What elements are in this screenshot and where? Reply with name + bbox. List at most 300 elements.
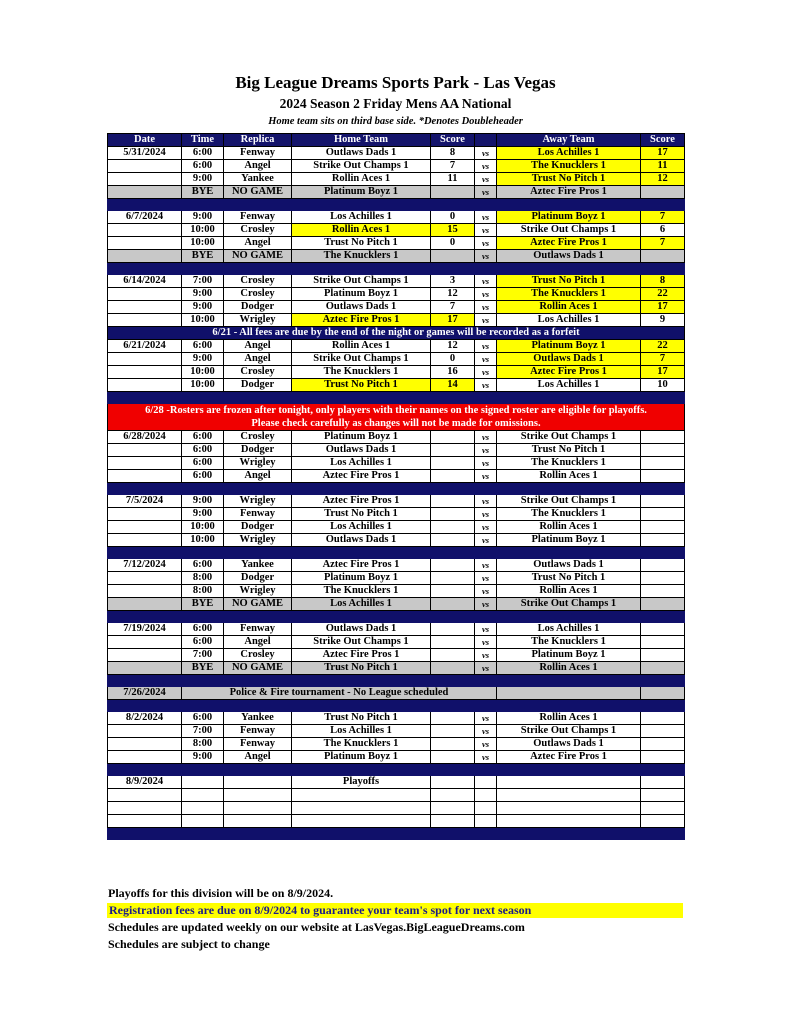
table-row	[108, 275, 685, 288]
playoffs-hs	[431, 776, 475, 789]
vs-label: vs	[475, 160, 497, 173]
game-time: 8:00	[182, 585, 224, 598]
home-score	[431, 495, 475, 508]
game-time: 10:00	[182, 314, 224, 327]
game-time: 6:00	[182, 444, 224, 457]
bye-date	[108, 186, 182, 199]
home-score	[431, 521, 475, 534]
bye-date	[108, 662, 182, 675]
home-team: Platinum Boyz 1	[292, 288, 431, 301]
no-league-score	[641, 687, 685, 700]
table-row	[108, 353, 685, 366]
game-time: 9:00	[182, 751, 224, 764]
empty-cell	[182, 789, 224, 802]
game-time: 6:00	[182, 431, 224, 444]
home-score: 0	[431, 211, 475, 224]
away-team: Strike Out Champs 1	[497, 224, 641, 237]
subject-to-change-note: Schedules are subject to change	[108, 937, 270, 951]
table-row	[108, 521, 685, 534]
home-team: Outlaws Dads 1	[292, 534, 431, 547]
game-field: Angel	[224, 160, 292, 173]
game-time: 10:00	[182, 379, 224, 392]
empty-cell	[108, 802, 182, 815]
roster-notice-line1: 6/28 -Rosters are frozen after tonight, only players with their names on the signed roster are eligible for playoffs.	[145, 405, 647, 416]
game-field: Angel	[224, 470, 292, 483]
home-score	[431, 431, 475, 444]
away-team: The Knucklers 1	[497, 636, 641, 649]
game-field: Dodger	[224, 301, 292, 314]
empty-cell	[497, 815, 641, 828]
home-team: The Knucklers 1	[292, 738, 431, 751]
home-score: 17	[431, 314, 475, 327]
website-note: Schedules are updated weekly on our website at LasVegas.BigLeagueDreams.com	[108, 920, 525, 934]
home-team: The Knucklers 1	[292, 366, 431, 379]
bye-home-team: The Knucklers 1	[292, 250, 431, 263]
empty-cell	[641, 789, 685, 802]
bye-home-team: Trust No Pitch 1	[292, 662, 431, 675]
home-score: 7	[431, 301, 475, 314]
game-date	[108, 470, 182, 483]
home-score: 12	[431, 340, 475, 353]
col-header-date: Date	[108, 134, 182, 147]
col-header-home-score: Score	[431, 134, 475, 147]
col-header-vs	[475, 134, 497, 147]
vs-label: vs	[475, 211, 497, 224]
home-team: Outlaws Dads 1	[292, 623, 431, 636]
game-field: Dodger	[224, 521, 292, 534]
away-team: Los Achilles 1	[497, 379, 641, 392]
game-field: Fenway	[224, 211, 292, 224]
week-separator	[108, 199, 685, 211]
away-team: Outlaws Dads 1	[497, 559, 641, 572]
game-date	[108, 508, 182, 521]
away-score	[641, 534, 685, 547]
away-team: The Knucklers 1	[497, 508, 641, 521]
home-score	[431, 585, 475, 598]
week-separator	[108, 547, 685, 559]
table-row	[108, 288, 685, 301]
empty-cell	[475, 815, 497, 828]
table-header-row	[108, 134, 685, 147]
game-field: Wrigley	[224, 534, 292, 547]
home-score	[431, 712, 475, 725]
game-time: 6:00	[182, 160, 224, 173]
away-team: Strike Out Champs 1	[497, 495, 641, 508]
away-score	[641, 636, 685, 649]
bye-home-score	[431, 662, 475, 675]
away-score: 17	[641, 301, 685, 314]
empty-cell	[641, 802, 685, 815]
game-field: Angel	[224, 353, 292, 366]
game-field: Fenway	[224, 623, 292, 636]
home-score	[431, 559, 475, 572]
away-score: 17	[641, 366, 685, 379]
home-score: 0	[431, 237, 475, 250]
week-separator	[108, 611, 685, 623]
away-score	[641, 495, 685, 508]
game-date	[108, 237, 182, 250]
game-date	[108, 534, 182, 547]
game-field: Angel	[224, 636, 292, 649]
away-team: Trust No Pitch 1	[497, 572, 641, 585]
away-team: The Knucklers 1	[497, 160, 641, 173]
away-score	[641, 623, 685, 636]
away-score	[641, 585, 685, 598]
away-team: Aztec Fire Pros 1	[497, 237, 641, 250]
game-time: 6:00	[182, 340, 224, 353]
schedule-body	[108, 147, 685, 840]
game-field: Wrigley	[224, 457, 292, 470]
game-field: Crosley	[224, 649, 292, 662]
away-score: 22	[641, 340, 685, 353]
game-date: 6/28/2024	[108, 431, 182, 444]
no-league-date: 7/26/2024	[108, 687, 182, 700]
game-time: 8:00	[182, 738, 224, 751]
home-team: Outlaws Dads 1	[292, 301, 431, 314]
home-score	[431, 508, 475, 521]
week-separator	[108, 700, 685, 712]
bye-row	[108, 662, 685, 675]
bye-home-team: Platinum Boyz 1	[292, 186, 431, 199]
vs-label: vs	[475, 237, 497, 250]
table-row	[108, 173, 685, 186]
home-team: Trust No Pitch 1	[292, 508, 431, 521]
empty-cell	[497, 789, 641, 802]
game-date: 7/5/2024	[108, 495, 182, 508]
bye-home-score	[431, 186, 475, 199]
away-score	[641, 431, 685, 444]
away-score: 10	[641, 379, 685, 392]
table-row	[108, 457, 685, 470]
table-row	[108, 301, 685, 314]
game-time: 9:00	[182, 301, 224, 314]
away-score	[641, 712, 685, 725]
table-row	[108, 572, 685, 585]
home-score	[431, 738, 475, 751]
table-row	[108, 649, 685, 662]
game-date: 7/12/2024	[108, 559, 182, 572]
table-row	[108, 366, 685, 379]
vs-label: vs	[475, 353, 497, 366]
separator-cell	[108, 483, 685, 495]
away-score	[641, 649, 685, 662]
game-time: 10:00	[182, 237, 224, 250]
home-team: Aztec Fire Pros 1	[292, 649, 431, 662]
bye-away-score	[641, 598, 685, 611]
empty-cell	[641, 815, 685, 828]
col-header-home-team: Home Team	[292, 134, 431, 147]
game-field: Wrigley	[224, 585, 292, 598]
vs-label: vs	[475, 534, 497, 547]
home-score	[431, 636, 475, 649]
game-time: 7:00	[182, 725, 224, 738]
away-team: Outlaws Dads 1	[497, 738, 641, 751]
empty-cell	[108, 789, 182, 802]
roster-notice	[108, 404, 685, 431]
vs-label: vs	[475, 649, 497, 662]
table-row	[108, 224, 685, 237]
away-team: Platinum Boyz 1	[497, 649, 641, 662]
bye-away-team: Rollin Aces 1	[497, 662, 641, 675]
week-separator	[108, 675, 685, 687]
vs-label: vs	[475, 662, 497, 675]
away-team: Rollin Aces 1	[497, 712, 641, 725]
empty-cell	[292, 789, 431, 802]
bye-away-score	[641, 250, 685, 263]
game-date: 6/21/2024	[108, 340, 182, 353]
home-team: Trust No Pitch 1	[292, 237, 431, 250]
fees-notice: 6/21 - All fees are due by the end of the night or games will be recorded as a forfeit	[108, 327, 685, 340]
game-date	[108, 160, 182, 173]
away-team: The Knucklers 1	[497, 288, 641, 301]
game-date: 6/14/2024	[108, 275, 182, 288]
game-time: 9:00	[182, 173, 224, 186]
roster-notice-line2: Please check carefully as changes will not be made for omissions.	[251, 418, 541, 429]
away-team: Aztec Fire Pros 1	[497, 366, 641, 379]
game-date	[108, 379, 182, 392]
away-team: Los Achilles 1	[497, 314, 641, 327]
table-row	[108, 636, 685, 649]
home-score: 0	[431, 353, 475, 366]
empty-cell	[182, 815, 224, 828]
table-row	[108, 379, 685, 392]
bye-row	[108, 598, 685, 611]
game-date	[108, 314, 182, 327]
away-score	[641, 559, 685, 572]
home-team: Aztec Fire Pros 1	[292, 495, 431, 508]
home-team: Aztec Fire Pros 1	[292, 559, 431, 572]
vs-label: vs	[475, 340, 497, 353]
home-team: Strike Out Champs 1	[292, 275, 431, 288]
week-separator	[108, 764, 685, 776]
vs-label: vs	[475, 224, 497, 237]
game-time: 6:00	[182, 470, 224, 483]
separator-cell	[108, 700, 685, 712]
vs-label: vs	[475, 508, 497, 521]
no-game-label: NO GAME	[224, 662, 292, 675]
vs-label: vs	[475, 636, 497, 649]
away-team: Rollin Aces 1	[497, 521, 641, 534]
home-team: Rollin Aces 1	[292, 340, 431, 353]
table-row	[108, 160, 685, 173]
home-score	[431, 444, 475, 457]
game-date: 8/2/2024	[108, 712, 182, 725]
table-row	[108, 751, 685, 764]
table-row	[108, 314, 685, 327]
home-score	[431, 649, 475, 662]
away-score: 9	[641, 314, 685, 327]
home-team: Trust No Pitch 1	[292, 712, 431, 725]
playoffs-as	[641, 776, 685, 789]
bye-row	[108, 186, 685, 199]
game-date	[108, 521, 182, 534]
away-score	[641, 725, 685, 738]
away-team: Platinum Boyz 1	[497, 340, 641, 353]
vs-label: vs	[475, 738, 497, 751]
vs-label: vs	[475, 598, 497, 611]
away-team: Los Achilles 1	[497, 623, 641, 636]
away-team: Los Achilles 1	[497, 147, 641, 160]
home-team: Los Achilles 1	[292, 457, 431, 470]
home-team: Los Achilles 1	[292, 211, 431, 224]
bye-label: BYE	[182, 186, 224, 199]
game-date: 7/19/2024	[108, 623, 182, 636]
away-score	[641, 521, 685, 534]
vs-label: vs	[475, 559, 497, 572]
no-game-label: NO GAME	[224, 186, 292, 199]
playoffs-row	[108, 776, 685, 789]
playoffs-label: Playoffs	[292, 776, 431, 789]
vs-label: vs	[475, 457, 497, 470]
game-date	[108, 444, 182, 457]
home-team: Strike Out Champs 1	[292, 160, 431, 173]
home-team: Aztec Fire Pros 1	[292, 314, 431, 327]
empty-cell	[224, 802, 292, 815]
page-subtitle: 2024 Season 2 Friday Mens AA National	[279, 96, 512, 111]
empty-cell	[182, 802, 224, 815]
game-field: Crosley	[224, 431, 292, 444]
away-score	[641, 457, 685, 470]
home-team: Outlaws Dads 1	[292, 147, 431, 160]
away-team: Rollin Aces 1	[497, 585, 641, 598]
separator-cell	[108, 199, 685, 211]
home-score: 3	[431, 275, 475, 288]
vs-label: vs	[475, 751, 497, 764]
game-date	[108, 301, 182, 314]
home-team: Rollin Aces 1	[292, 173, 431, 186]
game-time: 9:00	[182, 353, 224, 366]
home-team: Outlaws Dads 1	[292, 444, 431, 457]
empty-cell	[292, 802, 431, 815]
game-time: 9:00	[182, 211, 224, 224]
vs-label: vs	[475, 572, 497, 585]
away-team: Rollin Aces 1	[497, 470, 641, 483]
game-date	[108, 649, 182, 662]
away-team: Platinum Boyz 1	[497, 534, 641, 547]
game-date: 6/7/2024	[108, 211, 182, 224]
no-league-away	[497, 687, 641, 700]
game-field: Fenway	[224, 725, 292, 738]
home-score: 14	[431, 379, 475, 392]
away-team: Rollin Aces 1	[497, 301, 641, 314]
playoffs-away	[497, 776, 641, 789]
away-score: 6	[641, 224, 685, 237]
home-team: Platinum Boyz 1	[292, 572, 431, 585]
empty-row	[108, 815, 685, 828]
schedule-table	[107, 133, 685, 840]
table-row	[108, 725, 685, 738]
bye-away-team: Aztec Fire Pros 1	[497, 186, 641, 199]
game-time: 6:00	[182, 712, 224, 725]
away-team: Strike Out Champs 1	[497, 725, 641, 738]
game-time: 9:00	[182, 508, 224, 521]
game-time: 6:00	[182, 559, 224, 572]
separator-cell	[108, 547, 685, 559]
home-team-note: Home team sits on third base side. *Denotes Doubleheader	[268, 116, 523, 127]
game-time: 10:00	[182, 521, 224, 534]
away-score: 7	[641, 211, 685, 224]
playoffs-field	[224, 776, 292, 789]
game-field: Dodger	[224, 444, 292, 457]
table-row	[108, 738, 685, 751]
away-score	[641, 508, 685, 521]
game-time: 10:00	[182, 366, 224, 379]
game-date	[108, 173, 182, 186]
away-team: Trust No Pitch 1	[497, 444, 641, 457]
away-score: 17	[641, 147, 685, 160]
vs-label: vs	[475, 250, 497, 263]
home-score: 8	[431, 147, 475, 160]
away-score: 8	[641, 275, 685, 288]
away-score: 22	[641, 288, 685, 301]
col-header-away-score: Score	[641, 134, 685, 147]
table-row	[108, 534, 685, 547]
home-team: The Knucklers 1	[292, 585, 431, 598]
vs-label: vs	[475, 288, 497, 301]
game-time: 8:00	[182, 572, 224, 585]
home-score: 12	[431, 288, 475, 301]
away-team: Aztec Fire Pros 1	[497, 751, 641, 764]
vs-label: vs	[475, 521, 497, 534]
table-row	[108, 623, 685, 636]
registration-note: Registration fees are due on 8/9/2024 to guarantee your team's spot for next season	[107, 903, 683, 918]
col-header-away-team: Away Team	[497, 134, 641, 147]
game-time: 6:00	[182, 636, 224, 649]
game-date	[108, 636, 182, 649]
game-field: Yankee	[224, 173, 292, 186]
game-field: Crosley	[224, 366, 292, 379]
bye-home-team: Los Achilles 1	[292, 598, 431, 611]
table-row	[108, 147, 685, 160]
vs-label: vs	[475, 712, 497, 725]
separator-cell	[108, 828, 685, 840]
home-score	[431, 725, 475, 738]
away-team: Outlaws Dads 1	[497, 353, 641, 366]
no-league-row	[108, 687, 685, 700]
away-score: 11	[641, 160, 685, 173]
table-row	[108, 340, 685, 353]
away-score: 7	[641, 237, 685, 250]
vs-label: vs	[475, 725, 497, 738]
vs-label: vs	[475, 147, 497, 160]
vs-label: vs	[475, 379, 497, 392]
away-team: The Knucklers 1	[497, 457, 641, 470]
home-score: 15	[431, 224, 475, 237]
table-row	[108, 431, 685, 444]
game-time: 6:00	[182, 147, 224, 160]
bye-home-score	[431, 598, 475, 611]
game-field: Fenway	[224, 738, 292, 751]
bye-date	[108, 250, 182, 263]
home-score: 16	[431, 366, 475, 379]
vs-label: vs	[475, 495, 497, 508]
away-score: 7	[641, 353, 685, 366]
separator-cell	[108, 263, 685, 275]
game-field: Fenway	[224, 147, 292, 160]
no-league-notice: Police & Fire tournament - No League scheduled	[182, 687, 497, 700]
home-score	[431, 457, 475, 470]
away-score	[641, 470, 685, 483]
separator-cell	[108, 675, 685, 687]
game-date	[108, 353, 182, 366]
home-team: Platinum Boyz 1	[292, 431, 431, 444]
empty-cell	[431, 802, 475, 815]
game-time: 6:00	[182, 623, 224, 636]
home-score	[431, 572, 475, 585]
home-team: Strike Out Champs 1	[292, 353, 431, 366]
page-title: Big League Dreams Sports Park - Las Vegas	[235, 73, 556, 92]
separator-cell	[108, 392, 685, 404]
